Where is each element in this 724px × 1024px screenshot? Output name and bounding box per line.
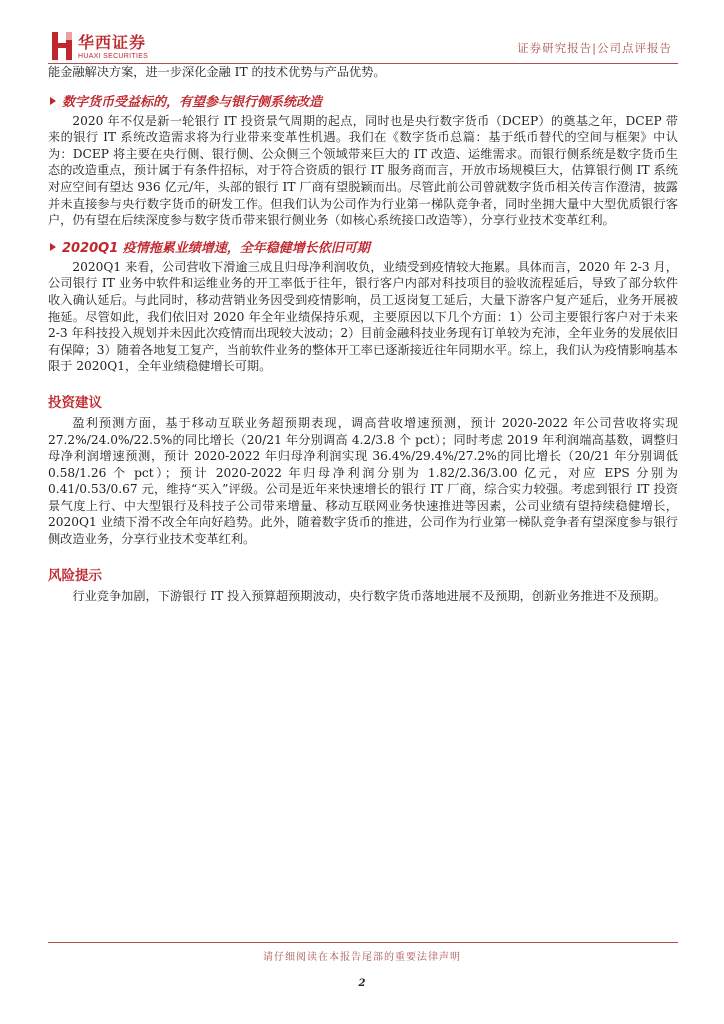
brand-en: HUAXI SECURITIES [78,53,149,60]
legal-disclaimer: 请仔细阅读在本报告尾部的重要法律声明 [263,952,461,963]
huaxi-logo-icon [52,32,72,60]
intro-line: 能金融解决方案，进一步深化金融 IT 的技术优势与产品优势。 [48,65,386,79]
section-heading-digital-currency [48,91,678,111]
brand-name [78,34,148,60]
risk-paragraph: 行业竞争加剧，下游银行 IT 投入预算超预期波动，央行数字货币落地进展不及预期，创新业务推进不及预期。 [72,588,666,603]
section-paragraph: 2020Q1 来看，公司营收下滑逾三成且归母净利润收负，业绩受到疫情较大拖累。具体而言，2020 年 2-3 月，公司银行 IT 业务中软件和运维业务的开工率低于往年，银行客户内部对科技项目的验收流程延后，导致了部分软件收入确认延后。与此同时，移动营销业务因受到疫情影响，员工返岗复工延后，大量下游客户复产延后，业务开展被拖延。尽管如此，我们依旧对 2020 年全年业绩保持乐观，主要原因以下几个方面：1）公司主要银行客户对于未来 2-3 年科技投入规划并未因此次疫情而出现较大波动；2）目前金融科技业务现有订单较为充沛，全年业务的发展依旧有保障；3）随着各地复工复产，当前软件业务的整体开工率已逐渐接近往年同期水平。综上，我们认为疫情影响基本限于 2020Q1，全年业绩稳健增长可期。 [48,259,678,374]
risk-heading: 风险提示 [48,567,102,584]
section-heading-q1-performance [48,237,678,257]
section-paragraph: 2020 年不仅是新一轮银行 IT 投资景气周期的起点，同时也是央行数字货币（DCEP）的奠基之年，DCEP 带来的银行 IT 系统改造需求将为行业带来变革性机遇。我们在《数字货币总篇：基于纸币替代的空间与框架》中认为：DCEP 将主要在央行侧、银行侧、公众侧三个领域带来巨大的 IT 改造、运维需求。而银行侧系统是数字货币生态的改造重点，预计属于有条件招标，对于符合资质的银行 IT 服务商而言，开放市场规模巨大，估算银行侧 IT 系统对应空间有望达 936 亿元/年，头部的银行 IT 厂商有望脱颖而出。尽管此前公司曾就数字货币相关传言作澄清，披露并未直接参与央行数字货币的研发工作。但我们认为公司作为行业第一梯队竞争者，同时坐拥大量中大型优质银行客户，仍有望在后续深度参与数字货币带来银行侧业务（如核心系统接口改造等），分享行业技术变革红利。 [48,113,678,228]
triangle-bullet-icon [50,97,56,105]
section-title: 2020Q1 疫情拖累业绩增速，全年稳健增长依旧可期 [62,241,370,257]
report-body [48,64,678,604]
footer-divider [48,942,678,943]
triangle-bullet-icon [50,243,56,251]
brand-cn: 华西证券 [78,33,147,52]
section-title: 数字货币受益标的，有望参与银行侧系统改造 [62,95,323,111]
investment-paragraph: 盈利预测方面，基于移动互联业务超预期表现，调高营收增速预测，预计 2020-2022 年公司营收将实现 27.2%/24.0%/22.5%的同比增长（20/21 年分别调高 4.2/3.8 个 pct）；同时考虑 2019 年利润端高基数，调整归母净利润增速预测，预计 2020-2022 年归母净利润实现 36.4%/29.4%/27.2%的同比增长（20/21 年分别调低 0.58/1.26 个 pct）；预计 2020-2022 年归母净利润分别为 1.82/2.36/3.00 亿元，对应 EPS 分别为 0.41/0.53/0.67 元，维持“买入”评级。公司是近年来快速增长的银行 IT 厂商，综合实力较强。考虑到银行 IT 投资景气度上行、中大型银行及科技子公司带来增量、移动互联网业务快速推进等因素，公司业绩有望持续稳健增长，2020Q1 业绩下滑不改全年向好趋势。此外，随着数字货币的推进，公司作为行业第一梯队竞争者有望深度参与银行侧改造业务，分享行业技术变革红利。 [48,415,678,547]
page-number: 2 [358,978,366,989]
report-type: 证券研究报告|公司点评报告 [517,41,672,55]
page-header [0,0,724,64]
investment-advice-heading: 投资建议 [48,394,102,411]
